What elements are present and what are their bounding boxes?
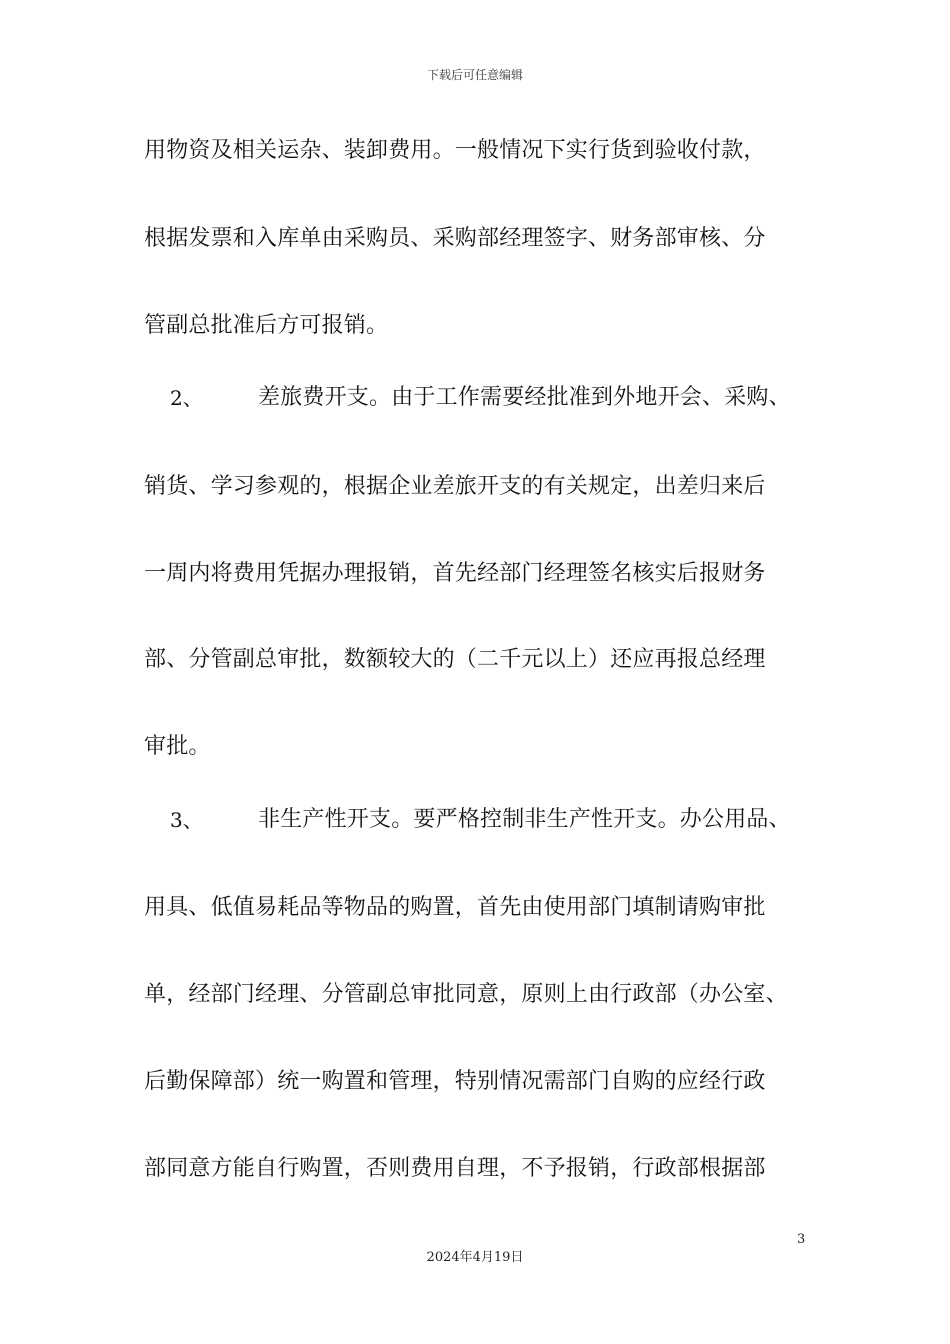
footer-date: 2024年4月19日	[426, 1250, 524, 1265]
paragraph-line: 用具、低值易耗品等物品的购置，首先由使用部门填制请购审批	[144, 895, 766, 920]
list-item-first-line: 非生产性开支。要严格控制非生产性开支。办公用品、	[258, 807, 791, 832]
paragraph-line: 根据发票和入库单由采购员、采购部经理签字、财务部审核、分	[144, 226, 766, 251]
paragraph-line: 部同意方能自行购置，否则费用自理，不予报销，行政部根据部	[144, 1156, 766, 1181]
list-item-number: 2、	[170, 386, 203, 410]
list-item-number: 3、	[170, 808, 203, 832]
paragraph-line: 后勤保障部）统一购置和管理，特别情况需部门自购的应经行政	[144, 1069, 766, 1094]
list-item-first-line: 差旅费开支。由于工作需要经批准到外地开会、采购、	[258, 385, 791, 410]
paragraph-line: 用物资及相关运杂、装卸费用。一般情况下实行货到验收付款，	[144, 138, 766, 163]
paragraph-line: 单，经部门经理、分管副总审批同意，原则上由行政部（办公室、	[144, 982, 788, 1007]
paragraph-line: 一周内将费用凭据办理报销，首先经部门经理签名核实后报财务	[144, 561, 766, 586]
paragraph-line: 审批。	[144, 734, 211, 759]
page-header: 下载后可任意编辑	[426, 68, 523, 82]
paragraph-line: 部、分管副总审批，数额较大的（二千元以上）还应再报总经理	[144, 647, 766, 672]
paragraph-line: 管副总批准后方可报销。	[144, 313, 389, 338]
page-number: 3	[797, 1232, 806, 1247]
paragraph-line: 销货、学习参观的，根据企业差旅开支的有关规定，出差归来后	[144, 474, 766, 499]
